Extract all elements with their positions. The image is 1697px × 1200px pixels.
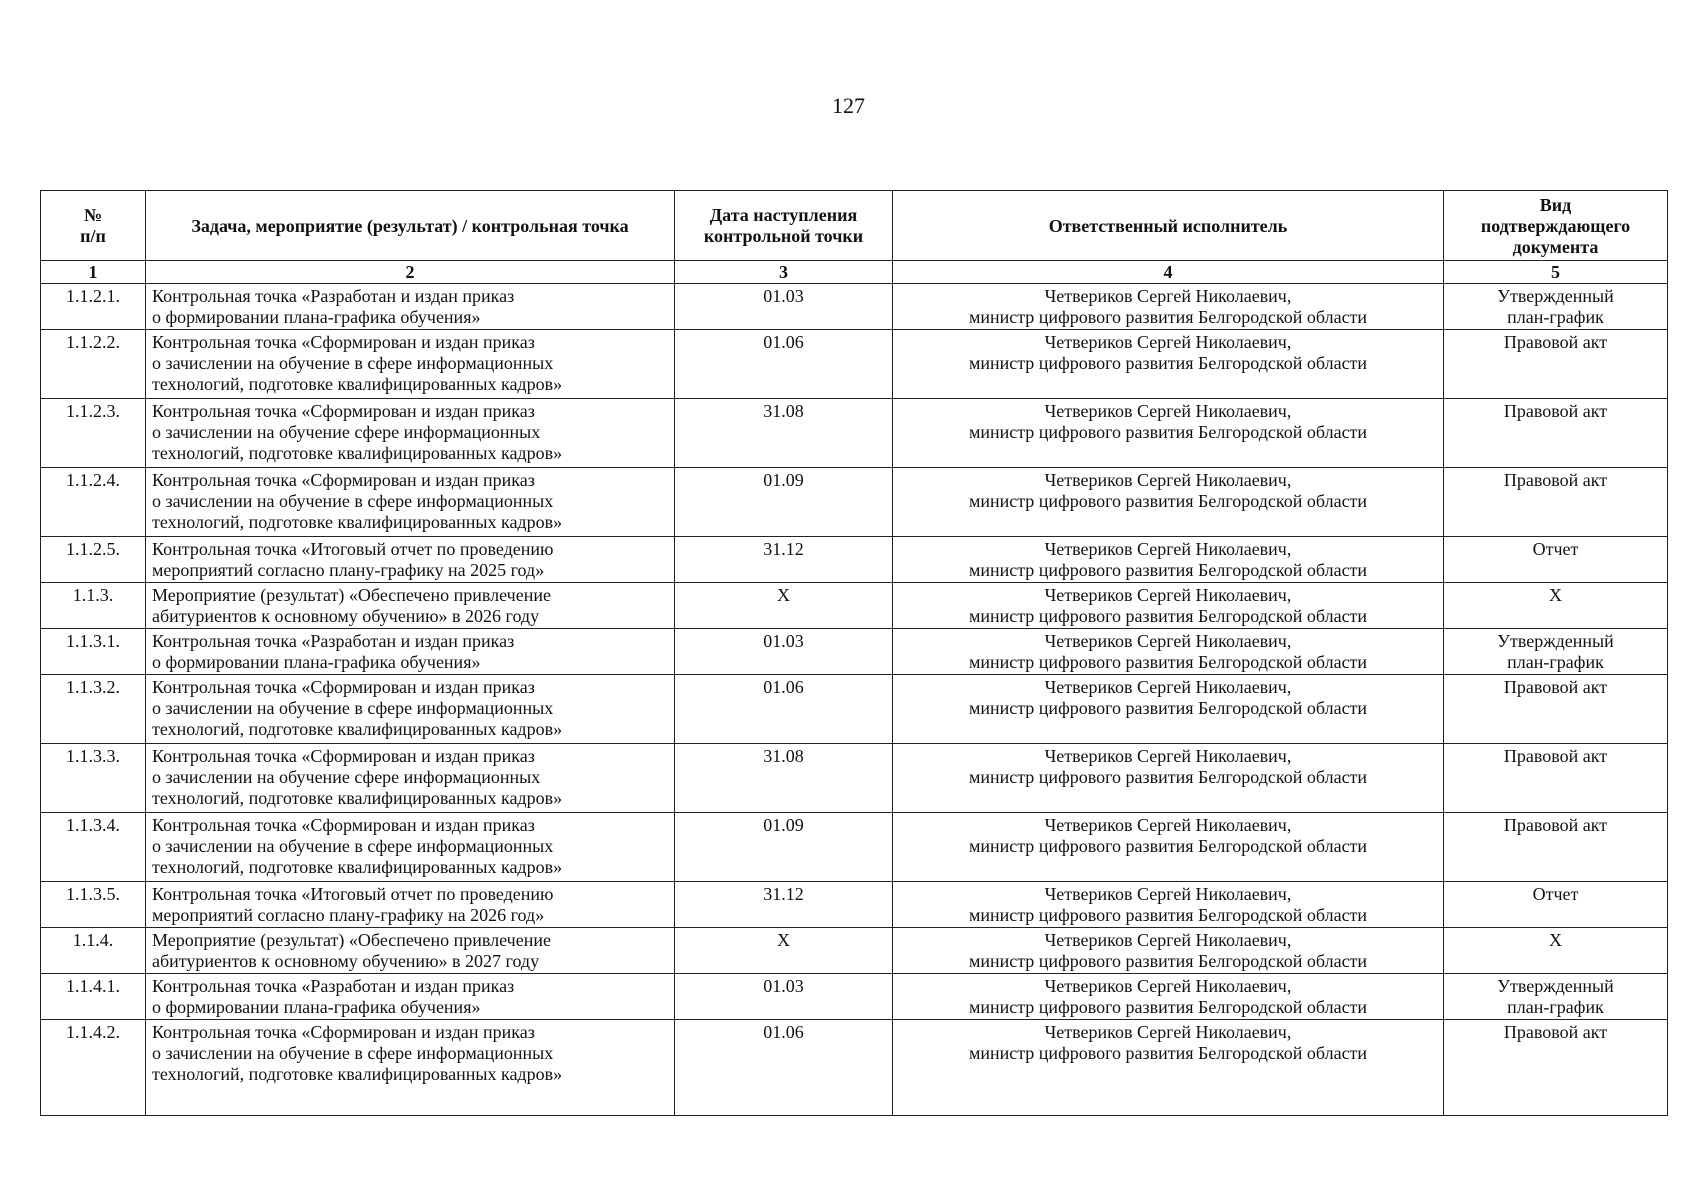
row-responsible-line: Четвериков Сергей Николаевич,	[1044, 332, 1292, 352]
row-task	[146, 537, 675, 583]
table-row	[41, 882, 1668, 928]
row-task	[146, 284, 675, 330]
row-number	[41, 882, 146, 928]
row-responsible-line: министр цифрового развития Белгородской области	[968, 905, 1368, 925]
row-number	[41, 284, 146, 330]
row-date-text: 31.08	[763, 401, 804, 421]
row-number-text: 1.1.4.1.	[66, 976, 120, 996]
row-responsible	[893, 629, 1444, 675]
row-document	[1444, 813, 1668, 882]
row-responsible-line: Четвериков Сергей Николаевич,	[1044, 286, 1292, 306]
row-responsible-line: Четвериков Сергей Николаевич,	[1044, 976, 1292, 996]
header-document-line: Вид	[1539, 194, 1572, 215]
column-number: 3	[675, 261, 893, 284]
row-task-line: Контрольная точка «Сформирован и издан приказ	[152, 332, 535, 352]
row-task-line: мероприятий согласно плану-графику на 2026 год»	[152, 905, 545, 925]
row-task-line: о зачислении на обучение в сфере информационных	[152, 1043, 554, 1063]
row-task-line: Контрольная точка «Разработан и издан приказ	[152, 631, 515, 651]
row-task-line: Контрольная точка «Разработан и издан приказ	[152, 976, 515, 996]
table-row	[41, 744, 1668, 813]
table-row	[41, 629, 1668, 675]
column-number: 2	[146, 261, 675, 284]
row-responsible-line: Четвериков Сергей Николаевич,	[1044, 401, 1292, 421]
row-document	[1444, 928, 1668, 974]
row-document	[1444, 744, 1668, 813]
header-num-line: п/п	[80, 226, 106, 246]
row-task	[146, 399, 675, 468]
row-number-text: 1.1.3.5.	[66, 884, 120, 904]
row-number	[41, 813, 146, 882]
table-row	[41, 1020, 1668, 1116]
row-document	[1444, 468, 1668, 537]
row-date-text: X	[777, 585, 790, 605]
row-responsible-line: министр цифрового развития Белгородской области	[968, 491, 1368, 511]
row-date	[675, 629, 893, 675]
row-number-text: 1.1.3.4.	[66, 815, 120, 835]
row-number-text: 1.1.2.5.	[66, 539, 120, 559]
header-num-line: №	[83, 205, 103, 225]
row-responsible-line: министр цифрового развития Белгородской области	[968, 307, 1368, 327]
row-document-line: X	[1549, 585, 1562, 605]
row-responsible	[893, 284, 1444, 330]
row-number	[41, 583, 146, 629]
header-document-line: документа	[1512, 236, 1599, 257]
row-responsible-line: министр цифрового развития Белгородской области	[968, 560, 1368, 580]
table-row	[41, 675, 1668, 744]
row-task-line: технологий, подготовке квалифицированных кадров»	[152, 512, 563, 532]
row-responsible	[893, 399, 1444, 468]
row-document	[1444, 399, 1668, 468]
row-responsible	[893, 583, 1444, 629]
row-date	[675, 583, 893, 629]
row-document-line: Отчет	[1532, 884, 1579, 904]
header-num	[41, 191, 146, 261]
row-date-text: 01.03	[763, 631, 804, 651]
row-responsible-line: министр цифрового развития Белгородской области	[968, 836, 1368, 856]
row-responsible-line: Четвериков Сергей Николаевич,	[1044, 539, 1292, 559]
row-task	[146, 928, 675, 974]
row-document	[1444, 537, 1668, 583]
header-task-label: Задача, мероприятие (результат) / контрольная точка	[191, 215, 629, 236]
row-responsible-line: Четвериков Сергей Николаевич,	[1044, 677, 1292, 697]
row-document-line: план-график	[1507, 652, 1604, 672]
row-task-line: Контрольная точка «Итоговый отчет по проведению	[152, 884, 554, 904]
row-date	[675, 882, 893, 928]
row-responsible-line: Четвериков Сергей Николаевич,	[1044, 585, 1292, 605]
row-document-line: Правовой акт	[1503, 401, 1608, 421]
row-responsible	[893, 928, 1444, 974]
row-document-line: план-график	[1507, 997, 1604, 1017]
row-task-line: о формировании плана-графика обучения»	[152, 997, 481, 1017]
column-number-row	[41, 261, 1668, 284]
table-row	[41, 583, 1668, 629]
row-document-line: Правовой акт	[1503, 470, 1608, 490]
row-document-line: Отчет	[1532, 539, 1579, 559]
row-responsible-line: министр цифрового развития Белгородской области	[968, 606, 1368, 626]
row-task-line: технологий, подготовке квалифицированных кадров»	[152, 1064, 563, 1084]
row-task-line: Контрольная точка «Итоговый отчет по проведению	[152, 539, 554, 559]
row-date	[675, 399, 893, 468]
row-number-text: 1.1.3.2.	[66, 677, 120, 697]
row-task-line: технологий, подготовке квалифицированных кадров»	[152, 857, 563, 877]
header-document-line: подтверждающего	[1480, 215, 1631, 236]
row-responsible-line: Четвериков Сергей Николаевич,	[1044, 884, 1292, 904]
row-document	[1444, 284, 1668, 330]
row-responsible	[893, 675, 1444, 744]
row-document-line: Правовой акт	[1503, 677, 1608, 697]
row-number-text: 1.1.2.3.	[66, 401, 120, 421]
row-responsible	[893, 468, 1444, 537]
header-date	[675, 191, 893, 261]
header-date-line: контрольной точки	[703, 226, 864, 246]
row-date-text: 01.03	[763, 976, 804, 996]
row-task	[146, 974, 675, 1020]
table-row	[41, 974, 1668, 1020]
row-number-text: 1.1.3.	[72, 585, 114, 605]
table-body	[41, 284, 1668, 1116]
row-task-line: технологий, подготовке квалифицированных кадров»	[152, 443, 563, 463]
row-date-text: 31.12	[763, 539, 804, 559]
row-task-line: о зачислении на обучение сфере информационных	[152, 422, 541, 442]
row-task-line: о зачислении на обучение в сфере информационных	[152, 836, 554, 856]
row-task	[146, 882, 675, 928]
row-date-text: X	[777, 930, 790, 950]
row-date-text: 31.12	[763, 884, 804, 904]
table-row	[41, 330, 1668, 399]
row-responsible	[893, 1020, 1444, 1116]
row-task-line: Контрольная точка «Сформирован и издан приказ	[152, 746, 535, 766]
row-task-line: Контрольная точка «Сформирован и издан приказ	[152, 470, 535, 490]
row-number-text: 1.1.4.	[72, 930, 114, 950]
row-date	[675, 284, 893, 330]
row-task	[146, 744, 675, 813]
header-date-line: Дата наступления	[709, 205, 858, 225]
row-date	[675, 675, 893, 744]
row-document	[1444, 330, 1668, 399]
row-task	[146, 330, 675, 399]
row-task	[146, 629, 675, 675]
row-number	[41, 537, 146, 583]
table-row	[41, 813, 1668, 882]
row-document-line: X	[1549, 930, 1562, 950]
row-task-line: Контрольная точка «Сформирован и издан приказ	[152, 677, 535, 697]
row-responsible-line: министр цифрового развития Белгородской области	[968, 767, 1368, 787]
row-document-line: Правовой акт	[1503, 746, 1608, 766]
row-date-text: 01.06	[763, 332, 804, 352]
row-task	[146, 813, 675, 882]
row-date	[675, 813, 893, 882]
row-date	[675, 974, 893, 1020]
row-responsible-line: министр цифрового развития Белгородской области	[968, 997, 1368, 1017]
table-row	[41, 468, 1668, 537]
row-task-line: о формировании плана-графика обучения»	[152, 652, 481, 672]
row-document-line: Правовой акт	[1503, 1022, 1608, 1042]
row-responsible-line: Четвериков Сергей Николаевич,	[1044, 470, 1292, 490]
row-number-text: 1.1.4.2.	[66, 1022, 120, 1042]
row-document-line: Утвержденный	[1497, 631, 1614, 651]
row-task-line: абитуриентов к основному обучению» в 2027 году	[152, 951, 540, 971]
row-task	[146, 468, 675, 537]
row-responsible-line: министр цифрового развития Белгородской области	[968, 652, 1368, 672]
row-task-line: технологий, подготовке квалифицированных кадров»	[152, 374, 563, 394]
column-number: 1	[41, 261, 146, 284]
row-number	[41, 744, 146, 813]
row-responsible-line: министр цифрового развития Белгородской области	[968, 353, 1368, 373]
row-number	[41, 928, 146, 974]
row-task-line: Контрольная точка «Сформирован и издан приказ	[152, 401, 535, 421]
row-task-line: технологий, подготовке квалифицированных кадров»	[152, 788, 563, 808]
row-task	[146, 1020, 675, 1116]
row-date-text: 01.09	[763, 470, 804, 490]
row-task-line: о зачислении на обучение в сфере информационных	[152, 353, 554, 373]
row-task-line: о зачислении на обучение сфере информационных	[152, 767, 541, 787]
row-document	[1444, 629, 1668, 675]
row-responsible-line: Четвериков Сергей Николаевич,	[1044, 1022, 1292, 1042]
row-task-line: мероприятий согласно плану-графику на 2025 год»	[152, 560, 545, 580]
row-responsible-line: Четвериков Сергей Николаевич,	[1044, 815, 1292, 835]
row-document-line: Утвержденный	[1497, 286, 1614, 306]
row-task-line: технологий, подготовке квалифицированных кадров»	[152, 719, 563, 739]
row-date-text: 01.09	[763, 815, 804, 835]
row-task	[146, 675, 675, 744]
row-task-line: о формировании плана-графика обучения»	[152, 307, 481, 327]
header-task	[146, 191, 675, 261]
row-task-line: о зачислении на обучение в сфере информационных	[152, 698, 554, 718]
row-document	[1444, 1020, 1668, 1116]
row-responsible-line: Четвериков Сергей Николаевич,	[1044, 930, 1292, 950]
page-number: 127	[832, 93, 865, 118]
row-number-text: 1.1.2.2.	[66, 332, 120, 352]
row-date	[675, 468, 893, 537]
row-number	[41, 629, 146, 675]
row-number	[41, 330, 146, 399]
header-responsible-label: Ответственный исполнитель	[1048, 215, 1288, 236]
row-task-line: Контрольная точка «Разработан и издан приказ	[152, 286, 515, 306]
row-responsible	[893, 974, 1444, 1020]
column-number: 5	[1444, 261, 1668, 284]
row-date	[675, 744, 893, 813]
row-document	[1444, 583, 1668, 629]
row-document-line: Утвержденный	[1497, 976, 1614, 996]
row-task-line: абитуриентов к основному обучению» в 2026 году	[152, 606, 540, 626]
row-number-text: 1.1.2.4.	[66, 470, 120, 490]
table-row	[41, 284, 1668, 330]
row-responsible-line: министр цифрового развития Белгородской области	[968, 951, 1368, 971]
table-row	[41, 537, 1668, 583]
header-document	[1444, 191, 1668, 261]
row-document	[1444, 882, 1668, 928]
row-date-text: 01.03	[763, 286, 804, 306]
row-task-line: Мероприятие (результат) «Обеспечено привлечение	[152, 930, 551, 950]
row-task	[146, 583, 675, 629]
row-document-line: Правовой акт	[1503, 332, 1608, 352]
row-number	[41, 468, 146, 537]
row-task-line: Мероприятие (результат) «Обеспечено привлечение	[152, 585, 551, 605]
row-date	[675, 928, 893, 974]
row-date-text: 01.06	[763, 677, 804, 697]
row-responsible	[893, 330, 1444, 399]
row-date	[675, 1020, 893, 1116]
row-responsible	[893, 744, 1444, 813]
table-row	[41, 399, 1668, 468]
row-responsible	[893, 537, 1444, 583]
row-date	[675, 330, 893, 399]
row-number	[41, 675, 146, 744]
row-date	[675, 537, 893, 583]
header-responsible	[893, 191, 1444, 261]
table-row	[41, 928, 1668, 974]
header-row	[41, 191, 1668, 261]
row-number	[41, 1020, 146, 1116]
control-points-table	[40, 190, 1668, 1116]
row-number-text: 1.1.3.3.	[66, 746, 120, 766]
row-responsible	[893, 813, 1444, 882]
row-number	[41, 974, 146, 1020]
row-document	[1444, 675, 1668, 744]
row-task-line: о зачислении на обучение в сфере информационных	[152, 491, 554, 511]
row-date-text: 01.06	[763, 1022, 804, 1042]
row-responsible-line: министр цифрового развития Белгородской области	[968, 422, 1368, 442]
row-responsible	[893, 882, 1444, 928]
row-date-text: 31.08	[763, 746, 804, 766]
row-task-line: Контрольная точка «Сформирован и издан приказ	[152, 1022, 535, 1042]
row-responsible-line: Четвериков Сергей Николаевич,	[1044, 631, 1292, 651]
row-document	[1444, 974, 1668, 1020]
row-document-line: Правовой акт	[1503, 815, 1608, 835]
row-responsible-line: министр цифрового развития Белгородской области	[968, 1043, 1368, 1063]
column-number: 4	[893, 261, 1444, 284]
row-number-text: 1.1.3.1.	[66, 631, 120, 651]
row-responsible-line: Четвериков Сергей Николаевич,	[1044, 746, 1292, 766]
row-number-text: 1.1.2.1.	[66, 286, 120, 306]
row-task-line: Контрольная точка «Сформирован и издан приказ	[152, 815, 535, 835]
row-number	[41, 399, 146, 468]
row-document-line: план-график	[1507, 307, 1604, 327]
row-responsible-line: министр цифрового развития Белгородской области	[968, 698, 1368, 718]
